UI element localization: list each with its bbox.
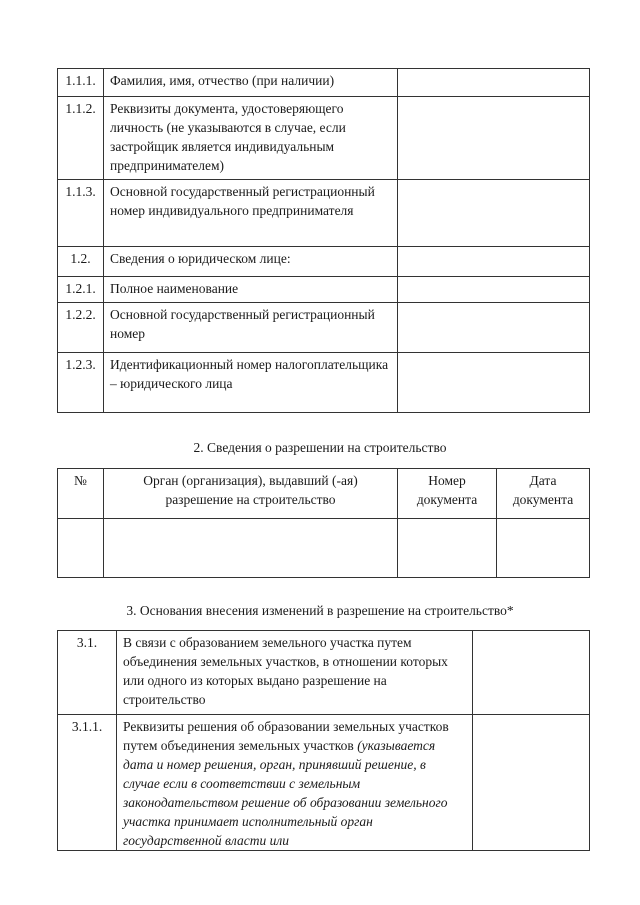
number-cell[interactable] — [58, 519, 104, 578]
row-number: 1.1.2. — [58, 97, 104, 180]
value-cell[interactable] — [398, 180, 590, 247]
change-grounds-table — [57, 630, 590, 851]
value-cell[interactable] — [398, 353, 590, 413]
table-row — [58, 303, 590, 353]
row-label-cell — [117, 715, 473, 851]
row-label: В связи с образованием земельного участка путем объединения земельных участков, в отношении которых или одного из которых выдано разрешение на строительство — [117, 631, 473, 715]
row-number: 1.2.1. — [58, 277, 104, 303]
row-label: Реквизиты решения об образовании земельных участков путем объединения земельных участков — [123, 719, 449, 753]
table-row — [58, 180, 590, 247]
table-row — [58, 715, 590, 851]
row-label: Основной государственный регистрационный номер индивидуального предпринимателя — [104, 180, 398, 247]
applicant-info-table — [57, 68, 590, 413]
permit-info-table — [57, 468, 590, 578]
column-header-number: № — [58, 469, 104, 519]
value-cell[interactable] — [398, 303, 590, 353]
row-number: 1.2.2. — [58, 303, 104, 353]
table-row — [58, 247, 590, 277]
row-label: Основной государственный регистрационный номер — [104, 303, 398, 353]
row-label: Сведения о юридическом лице: — [104, 247, 398, 277]
value-cell[interactable] — [398, 277, 590, 303]
table-row — [58, 353, 590, 413]
row-number: 3.1.1. — [58, 715, 117, 851]
organ-cell[interactable] — [104, 519, 398, 578]
value-cell[interactable] — [398, 247, 590, 277]
row-number: 3.1. — [58, 631, 117, 715]
column-header-doc-date: Дата документа — [497, 469, 590, 519]
row-number: 1.2. — [58, 247, 104, 277]
row-label: Идентификационный номер налогоплательщика – юридического лица — [104, 353, 398, 413]
row-note: (указывается дата и номер решения, орган, принявший решение, в случае если в соответствии с земельным законодательством решение об образовании земельного участка принимает исполнительный орган государственной власти или — [123, 738, 448, 848]
section-2-title: 2. Сведения о разрешении на строительство — [193, 440, 447, 455]
table-row — [58, 97, 590, 180]
value-cell[interactable] — [398, 69, 590, 97]
column-header-doc-number: Номер документа — [398, 469, 497, 519]
section-3-title: 3. Основания внесения изменений в разрешение на строительство* — [126, 603, 514, 618]
table-row — [58, 277, 590, 303]
row-number: 1.2.3. — [58, 353, 104, 413]
doc-number-cell[interactable] — [398, 519, 497, 578]
doc-date-cell[interactable] — [497, 519, 590, 578]
table-row — [58, 519, 590, 578]
table-row — [58, 69, 590, 97]
row-number: 1.1.3. — [58, 180, 104, 247]
value-cell[interactable] — [473, 631, 590, 715]
row-number: 1.1.1. — [58, 69, 104, 97]
value-cell[interactable] — [473, 715, 590, 851]
table-row — [58, 631, 590, 715]
table-header-row — [58, 469, 590, 519]
column-header-organ: Орган (организация), выдавший (-ая) разрешение на строительство — [104, 469, 398, 519]
row-label: Реквизиты документа, удостоверяющего личность (не указываются в случае, если застройщик является индивидуальным предпринимателем) — [104, 97, 398, 180]
row-label: Полное наименование — [104, 277, 398, 303]
value-cell[interactable] — [398, 97, 590, 180]
row-label: Фамилия, имя, отчество (при наличии) — [104, 69, 398, 97]
